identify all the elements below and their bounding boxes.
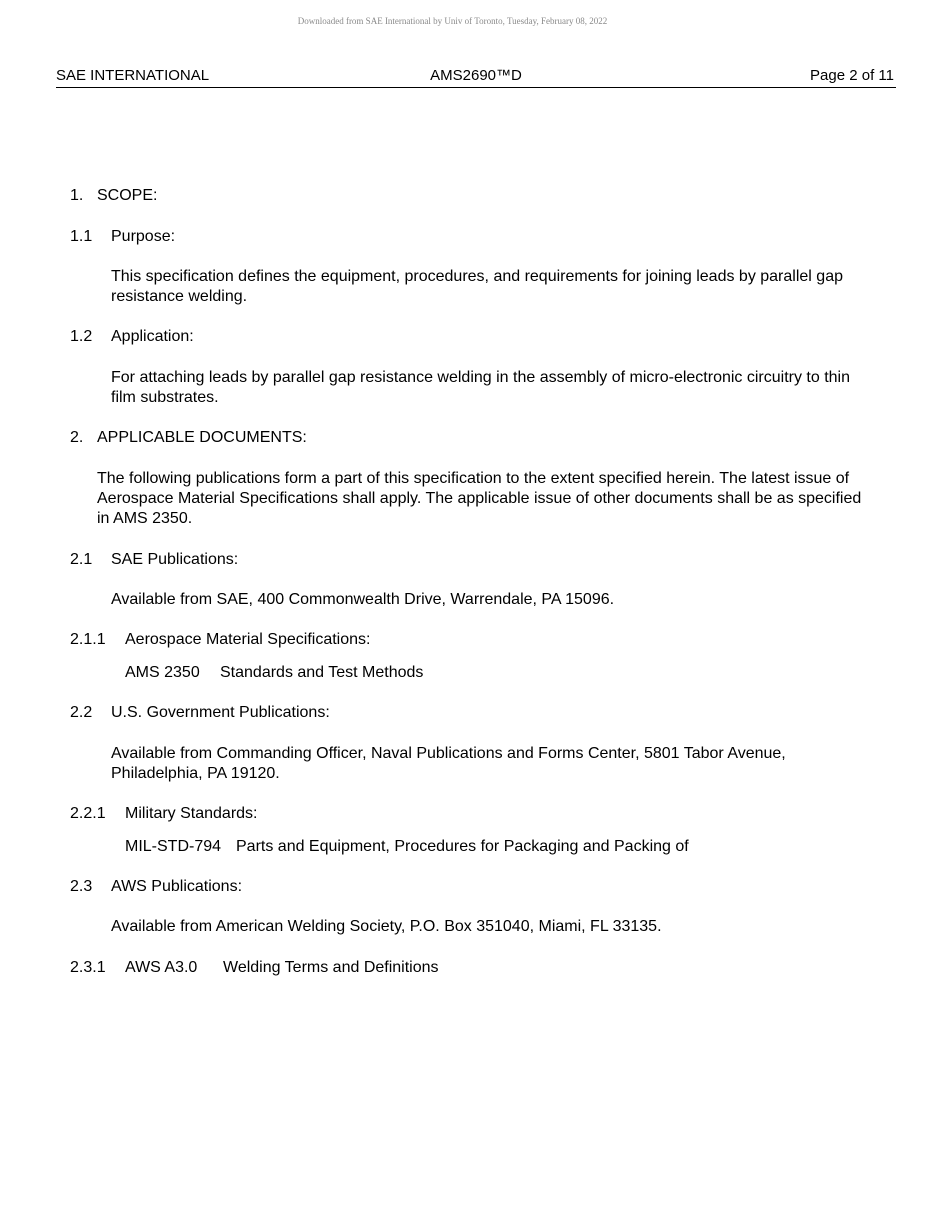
section-title: Aerospace Material Specifications: <box>125 631 371 648</box>
section-title: Application: <box>111 328 194 345</box>
reference-code: AWS A3.0 <box>125 959 198 976</box>
reference-description: Standards and Test Methods <box>220 664 424 681</box>
reference-code: MIL-STD-794 <box>125 838 222 855</box>
section-1-1-text: This specification defines the equipment, procedures, and requirements for joining leads by parallel gap resistance welding. <box>111 268 843 305</box>
section-number: 2.2.1 <box>70 805 106 822</box>
section-2-text: The following publications form a part of this specification to the extent specified herein. The latest issue of Aerospace Material Specifications shall apply. The applicable issue of other documents shall be as specified in AMS 2350. <box>97 470 862 527</box>
section-title: SAE Publications: <box>111 551 239 568</box>
section-number: 2.1.1 <box>70 631 106 648</box>
section-number: 2.1 <box>70 551 93 568</box>
section-title: APPLICABLE DOCUMENTS: <box>97 429 307 446</box>
section-number: 1.1 <box>70 228 93 245</box>
section-2-2-text: Available from Commanding Officer, Naval Publications and Forms Center, 5801 Tabor Avenue, Philadelphia, PA 19120. <box>111 745 786 782</box>
section-title: Military Standards: <box>125 805 258 822</box>
reference-description: Parts and Equipment, Procedures for Packaging and Packing of <box>236 838 689 855</box>
section-title: AWS Publications: <box>111 878 243 895</box>
section-number: 2. <box>70 429 84 446</box>
section-number: 1. <box>70 187 84 204</box>
section-title: U.S. Government Publications: <box>111 704 330 721</box>
page-header <box>56 67 896 88</box>
section-number: 2.2 <box>70 704 93 721</box>
publisher-name: SAE INTERNATIONAL <box>56 67 210 84</box>
section-2-3-text: Available from American Welding Society, P.O. Box 351040, Miami, FL 33135. <box>111 918 662 935</box>
page-number: Page 2 of 11 <box>810 67 894 84</box>
section-number: 2.3.1 <box>70 959 106 976</box>
reference-code: AMS 2350 <box>125 664 200 681</box>
section-number: 1.2 <box>70 328 93 345</box>
reference-description: Welding Terms and Definitions <box>223 959 439 976</box>
document-number: AMS2690™D <box>430 67 522 84</box>
section-1-2-text: For attaching leads by parallel gap resistance welding in the assembly of micro-electronic circuitry to thin film substrates. <box>111 369 851 406</box>
section-number: 2.3 <box>70 878 93 895</box>
download-watermark: Downloaded from SAE International by Univ of Toronto, Tuesday, February 08, 2022 <box>297 16 608 26</box>
section-title: SCOPE: <box>97 187 158 204</box>
section-title: Purpose: <box>111 228 176 245</box>
section-2-1-text: Available from SAE, 400 Commonwealth Drive, Warrendale, PA 15096. <box>111 591 615 608</box>
